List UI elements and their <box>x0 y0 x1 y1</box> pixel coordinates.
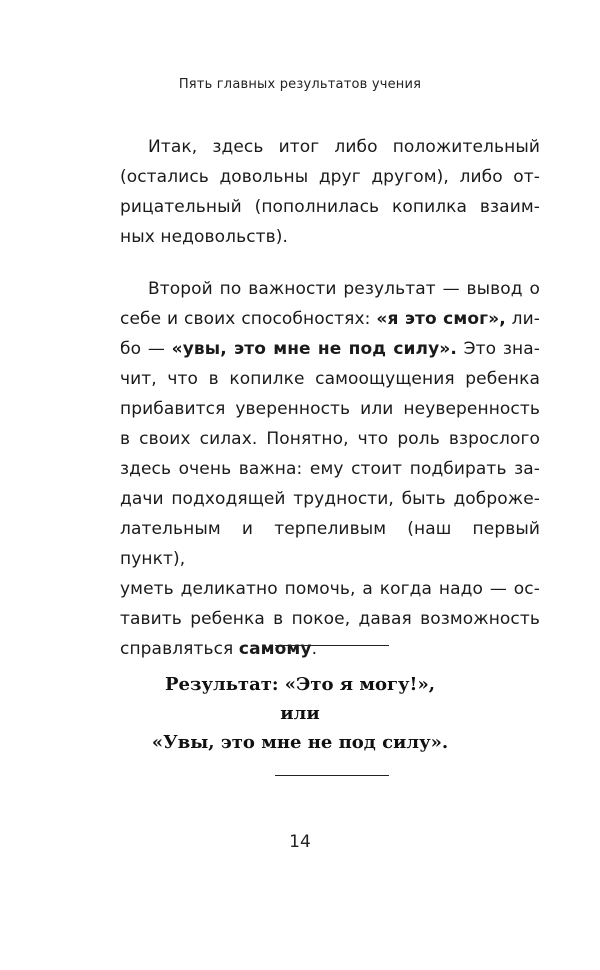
paragraph-2-line: лательным и терпеливым (наш первый пункт), <box>120 519 540 569</box>
running-head: Пять главных результатов учения <box>178 77 422 92</box>
paragraph-1-line: рицательный (пополнилась копилка взаим- <box>120 197 540 217</box>
paragraph-2-line: в своих силах. Понятно, что роль взрослого <box>120 429 540 449</box>
paragraph-1 <box>120 132 540 252</box>
paragraph-2-line: чит, что в копилке самоощущения ребенка <box>120 369 540 389</box>
text-run: . <box>311 639 318 659</box>
highlight-line: «Увы, это мне не под силу». <box>151 732 449 753</box>
emphasis-beyond-me: «увы, это мне не под силу». <box>171 339 457 359</box>
paragraph-2-line: дачи подходящей трудности, быть доброже- <box>120 489 540 509</box>
paragraph-2-line: Второй по важности результат — вывод о <box>148 279 540 299</box>
text-run: справляться <box>120 639 239 659</box>
divider-bottom <box>275 775 389 776</box>
paragraph-1-line: ных недовольств). <box>120 227 289 247</box>
highlight-block <box>0 670 600 757</box>
paragraph-2-line <box>120 334 540 364</box>
text-run: Это зна- <box>456 339 540 359</box>
paragraph-2-line: уметь деликатно помочь, а когда надо — ос- <box>120 579 540 599</box>
paragraph-2-line: тавить ребенка в покое, давая возможность <box>120 609 540 629</box>
emphasis-i-did-it: «я это смог», <box>376 309 506 329</box>
highlight-line: или <box>280 703 320 724</box>
text-run: себе и своих способностях: <box>120 309 377 329</box>
paragraph-1-line: (остались довольны друг другом), либо от- <box>120 167 540 187</box>
page-number: 14 <box>289 832 311 852</box>
paragraph-2-line: здесь очень важна: ему стоит подбирать за- <box>120 459 540 479</box>
divider-top <box>275 645 389 646</box>
paragraph-2-line <box>120 304 540 334</box>
text-run: бо — <box>120 339 172 359</box>
paragraph-2-line: прибавится уверенность или неуверенность <box>120 399 540 419</box>
emphasis-by-oneself: самому <box>238 639 312 659</box>
paragraph-1-line: Итак, здесь итог либо положительный <box>148 137 540 157</box>
text-run: ли- <box>505 309 540 329</box>
paragraph-2 <box>120 274 540 664</box>
paragraph-2-line <box>120 634 540 664</box>
highlight-line: Результат: «Это я могу!», <box>165 674 435 695</box>
